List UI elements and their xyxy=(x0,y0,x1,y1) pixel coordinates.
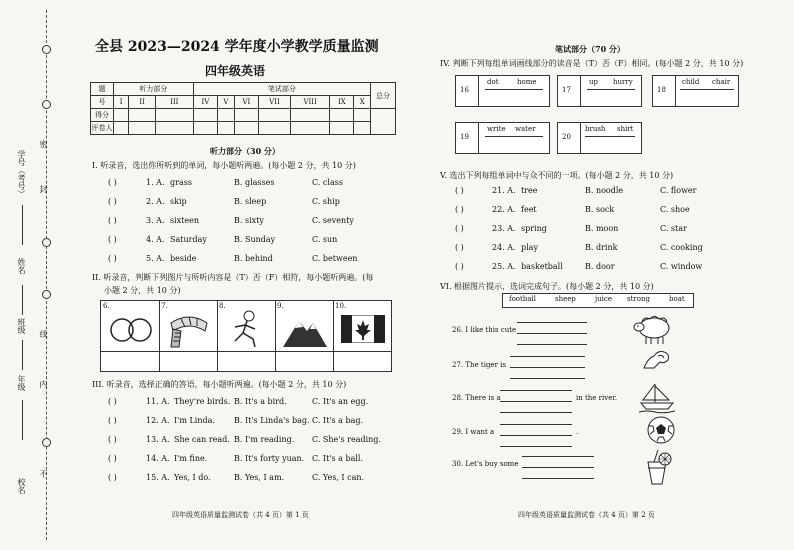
word-2: shirt xyxy=(617,125,634,133)
guide-line xyxy=(517,322,587,323)
sentence-suffix: in the river. xyxy=(576,394,618,402)
question-number: 21. A. xyxy=(492,186,516,195)
col-numeral: IV xyxy=(193,96,217,109)
arm-muscle-icon xyxy=(640,346,676,376)
question-number: 13. A. xyxy=(146,435,170,444)
word-pair-box xyxy=(580,122,642,154)
grader-cell[interactable] xyxy=(290,122,330,135)
section-6-instruction: VI. 根据图片提示，选词完成句子。(每小题 2 分，共 10 分) xyxy=(440,282,654,291)
option-a: beside xyxy=(170,254,197,263)
option-c: C. star xyxy=(660,224,687,233)
binding-hole xyxy=(42,100,51,109)
option-b: B. noodle xyxy=(585,186,624,195)
total-score-cell[interactable] xyxy=(371,109,396,135)
picture-number: 9. xyxy=(277,302,284,310)
grader-cell[interactable] xyxy=(259,122,291,135)
score-cell[interactable] xyxy=(218,109,235,122)
option-b: B. It's forty yuan. xyxy=(234,454,305,463)
option-a: Saturday xyxy=(170,235,207,244)
answer-line[interactable] xyxy=(500,435,572,436)
grader-cell[interactable] xyxy=(330,122,354,135)
col-numeral: III xyxy=(155,96,193,109)
scarf-icon xyxy=(165,309,213,349)
option-b: B. drink xyxy=(585,243,618,252)
class-label: 班级 xyxy=(17,318,26,334)
score-cell[interactable] xyxy=(193,109,217,122)
section-1-instruction: I. 听录音，选出你所听到的单词，每小题听两遍。(每小题 2 分，共 10 分) xyxy=(92,161,356,170)
student-id-label: 学号（考号） xyxy=(17,150,26,198)
question-number: 22. A. xyxy=(492,205,516,214)
option-a: spring xyxy=(521,224,547,233)
question-number: 14. A. xyxy=(146,454,170,463)
answer-box[interactable] xyxy=(557,75,581,107)
question-number: 12. A. xyxy=(146,416,170,425)
writing-header: 笔试部分 xyxy=(193,83,370,96)
grader-cell[interactable] xyxy=(234,122,258,135)
sentence-suffix: . xyxy=(576,428,579,436)
answer-bracket[interactable]: ( ) xyxy=(108,435,117,444)
option-c: C. It's a bag. xyxy=(312,416,364,425)
word-2: chair xyxy=(712,78,731,86)
picture-number: 8. xyxy=(219,302,226,310)
juice-icon xyxy=(640,448,674,488)
total-header: 总分 xyxy=(371,83,396,109)
name-label: 姓名 xyxy=(17,258,26,274)
answer-line[interactable] xyxy=(510,367,585,368)
option-a: play xyxy=(521,243,538,252)
answer-bracket[interactable]: ( ) xyxy=(108,235,117,244)
score-cell[interactable] xyxy=(155,109,193,122)
student-id-line[interactable] xyxy=(22,205,23,245)
seal-char: 密 xyxy=(39,140,48,148)
option-a: skip xyxy=(170,197,187,206)
section-2-instruction-line2: 小题 2 分，共 10 分) xyxy=(104,286,181,295)
option-c: C. between xyxy=(312,254,358,263)
option-c: C. It's an egg. xyxy=(312,397,369,406)
score-cell[interactable] xyxy=(129,109,156,122)
answer-bracket[interactable]: ( ) xyxy=(108,178,117,187)
question-number: 20 xyxy=(562,133,571,141)
picture-number: 7. xyxy=(161,302,168,310)
guide-line xyxy=(522,456,594,457)
word-pair-box xyxy=(478,75,550,107)
binding-hole xyxy=(42,290,51,299)
score-table-header: 题 xyxy=(91,83,114,96)
section-3-instruction: III. 听录音，选择正确的答语，每小题听两遍。(每小题 2 分，共 10 分) xyxy=(92,380,347,389)
word-pair-box xyxy=(580,75,642,107)
word-2: water xyxy=(515,125,536,133)
word-bank-item: boat xyxy=(669,295,685,303)
sheep-icon xyxy=(630,312,676,346)
option-b: B. behind xyxy=(234,254,273,263)
writing-section-title: 笔试部分（70 分） xyxy=(555,44,625,54)
listening-section-title: 听力部分（30 分） xyxy=(210,146,280,156)
score-cell[interactable] xyxy=(330,109,354,122)
word-bank-item: strong xyxy=(627,295,650,303)
picture-number: 6. xyxy=(103,302,110,310)
option-c: C. seventy xyxy=(312,216,354,225)
word-1: up xyxy=(589,78,598,86)
word-1: brush xyxy=(585,125,606,133)
grader-cell[interactable] xyxy=(193,122,217,135)
question-number: 1. A. xyxy=(146,178,165,187)
guide-line xyxy=(500,446,572,447)
score-table-header: 号 xyxy=(91,96,114,109)
canada-flag-icon xyxy=(341,315,385,343)
binding-hole xyxy=(42,438,51,447)
option-b: B. Yes, I am. xyxy=(234,473,285,482)
guide-line xyxy=(500,390,572,391)
option-b: B. sixty xyxy=(234,216,264,225)
boat-icon xyxy=(637,380,677,414)
word-1: dot xyxy=(487,78,499,86)
option-c: C. window xyxy=(660,262,703,271)
option-b: B. door xyxy=(585,262,615,271)
answer-bracket[interactable]: ( ) xyxy=(108,454,117,463)
mountain-icon xyxy=(281,309,329,349)
option-b: B. It's a bird. xyxy=(234,397,287,406)
score-cell[interactable] xyxy=(290,109,330,122)
binding-hole xyxy=(42,45,51,54)
score-row-label: 得分 xyxy=(91,109,114,122)
option-c: C. flower xyxy=(660,186,697,195)
section-2-instruction-line1: II. 听录音，判断下列图片与所听内容是（T）否（F）相符，每小题听两遍。(每 xyxy=(92,273,374,282)
answer-bracket[interactable]: ( ) xyxy=(108,416,117,425)
picture-number: 10. xyxy=(335,302,347,310)
question-number: 23. A. xyxy=(492,224,516,233)
col-numeral: X xyxy=(354,96,371,109)
col-numeral: VII xyxy=(259,96,291,109)
picture-grid xyxy=(100,300,392,372)
listening-header: 听力部分 xyxy=(114,83,194,96)
question-number: 11. A. xyxy=(146,397,170,406)
option-b: B. I'm reading. xyxy=(234,435,295,444)
question-number: 18 xyxy=(657,86,666,94)
option-c: C. class xyxy=(312,178,343,187)
option-a: Yes, I do. xyxy=(174,473,211,482)
answer-bracket[interactable]: ( ) xyxy=(455,224,464,233)
answer-bracket[interactable]: ( ) xyxy=(455,205,464,214)
guide-line xyxy=(517,344,587,345)
option-b: B. moon xyxy=(585,224,619,233)
option-a: I'm Linda. xyxy=(174,416,215,425)
score-cell[interactable] xyxy=(114,109,129,122)
option-a: grass xyxy=(170,178,192,187)
grader-cell[interactable] xyxy=(129,122,156,135)
exam-subtitle: 四年级英语 xyxy=(205,64,266,78)
running-boy-icon xyxy=(225,309,269,349)
seal-char: 线 xyxy=(39,330,48,338)
question-number: 3. A. xyxy=(146,216,165,225)
seal-char: 不 xyxy=(39,470,48,478)
grade-line[interactable] xyxy=(22,400,23,440)
option-a: She can read. xyxy=(174,435,230,444)
answer-line[interactable] xyxy=(517,333,587,334)
answer-box[interactable] xyxy=(652,75,676,107)
answer-line[interactable] xyxy=(500,401,572,402)
score-table xyxy=(90,82,396,135)
guide-line xyxy=(510,356,585,357)
option-a: I'm fine. xyxy=(174,454,208,463)
option-c: C. sun xyxy=(312,235,338,244)
answer-bracket[interactable]: ( ) xyxy=(108,254,117,263)
name-line[interactable] xyxy=(22,285,23,315)
score-cell[interactable] xyxy=(234,109,258,122)
answer-bracket[interactable]: ( ) xyxy=(455,262,464,271)
option-a: basketball xyxy=(521,262,563,271)
option-c: C. She's reading. xyxy=(312,435,381,444)
school-label: 校名 xyxy=(17,478,26,494)
guide-line xyxy=(500,424,572,425)
option-c: C. It's a ball. xyxy=(312,454,364,463)
word-2: hurry xyxy=(613,78,633,86)
answer-box[interactable] xyxy=(455,75,479,107)
sentence-prefix: 28. There is a xyxy=(452,394,501,402)
grader-row-label: 评卷人 xyxy=(91,122,114,135)
grader-cell[interactable] xyxy=(218,122,235,135)
col-numeral: I xyxy=(114,96,129,109)
option-b: B. sock xyxy=(585,205,615,214)
word-bank-item: juice xyxy=(595,295,612,303)
answer-bracket[interactable]: ( ) xyxy=(455,186,464,195)
sentence-prefix: 30. Let's buy some xyxy=(452,460,519,468)
col-numeral: II xyxy=(129,96,156,109)
sentence-prefix: 27. The tiger is xyxy=(452,361,506,369)
word-1: write xyxy=(487,125,506,133)
page-2-footer: 四年级英语质量监测试卷（共 4 页）第 2 页 xyxy=(518,511,655,519)
section-4-instruction: IV. 判断下列每组单词画线部分的读音是（T）否（F）相同。(每小题 2 分，共 10 分) xyxy=(440,59,744,68)
col-numeral: V xyxy=(218,96,235,109)
col-numeral: IX xyxy=(330,96,354,109)
question-number: 2. A. xyxy=(146,197,165,206)
grader-cell[interactable] xyxy=(114,122,129,135)
word-1: child xyxy=(682,78,700,86)
answer-bracket[interactable]: ( ) xyxy=(455,243,464,252)
guide-line xyxy=(500,412,572,413)
binding-hole xyxy=(42,238,51,247)
guide-line xyxy=(522,478,594,479)
col-numeral: VIII xyxy=(290,96,330,109)
question-number: 25. A. xyxy=(492,262,516,271)
seal-char: 内 xyxy=(39,380,48,388)
class-line[interactable] xyxy=(22,340,23,370)
question-number: 19 xyxy=(460,133,469,141)
word-bank-item: sheep xyxy=(555,295,576,303)
answer-bracket[interactable]: ( ) xyxy=(108,397,117,406)
answer-bracket[interactable]: ( ) xyxy=(108,216,117,225)
question-number: 4. A. xyxy=(146,235,165,244)
score-cell[interactable] xyxy=(354,109,371,122)
word-2: home xyxy=(517,78,537,86)
answer-box[interactable] xyxy=(557,122,581,154)
option-a: tree xyxy=(521,186,538,195)
seal-line xyxy=(46,10,47,540)
football-icon xyxy=(645,414,677,446)
grader-cell[interactable] xyxy=(155,122,193,135)
word-pair-box xyxy=(478,122,550,154)
option-c: C. ship xyxy=(312,197,340,206)
question-number: 16 xyxy=(460,86,469,94)
option-c: C. shoe xyxy=(660,205,690,214)
option-b: B. Sunday xyxy=(234,235,276,244)
col-numeral: VI xyxy=(234,96,258,109)
sentence-prefix: 26. I like this cute xyxy=(452,326,517,334)
option-a: They're birds. xyxy=(174,397,231,406)
glasses-icon xyxy=(109,313,153,347)
question-number: 24. A. xyxy=(492,243,516,252)
question-number: 15. A. xyxy=(146,473,170,482)
grade-label: 年级 xyxy=(17,375,26,391)
option-a: sixteen xyxy=(170,216,200,225)
exam-title: 全县 2023—2024 学年度小学教学质量监测 xyxy=(95,39,379,55)
word-bank-item: football xyxy=(509,295,536,303)
guide-line xyxy=(510,378,585,379)
sentence-prefix: 29. I want a xyxy=(452,428,495,436)
answer-bracket[interactable]: ( ) xyxy=(108,473,117,482)
answer-line[interactable] xyxy=(522,467,594,468)
word-pair-box xyxy=(675,75,739,107)
option-b: B. glasses xyxy=(234,178,275,187)
answer-bracket[interactable]: ( ) xyxy=(108,197,117,206)
grader-cell[interactable] xyxy=(354,122,371,135)
section-5-instruction: V. 选出下列每组单词中与众不同的一项。(每小题 2 分，共 10 分) xyxy=(440,171,674,180)
option-b: B. sleep xyxy=(234,197,267,206)
answer-box[interactable] xyxy=(455,122,479,154)
option-a: feet xyxy=(521,205,537,214)
question-number: 5. A. xyxy=(146,254,165,263)
option-c: C. Yes, I can. xyxy=(312,473,365,482)
option-b: B. It's Linda's bag. xyxy=(234,416,310,425)
seal-char: 封 xyxy=(39,185,48,193)
option-c: C. cooking xyxy=(660,243,703,252)
word-bank xyxy=(502,293,694,308)
page-1-footer: 四年级英语质量监测试卷（共 4 页）第 1 页 xyxy=(172,511,309,519)
question-number: 17 xyxy=(562,86,571,94)
score-cell[interactable] xyxy=(259,109,291,122)
